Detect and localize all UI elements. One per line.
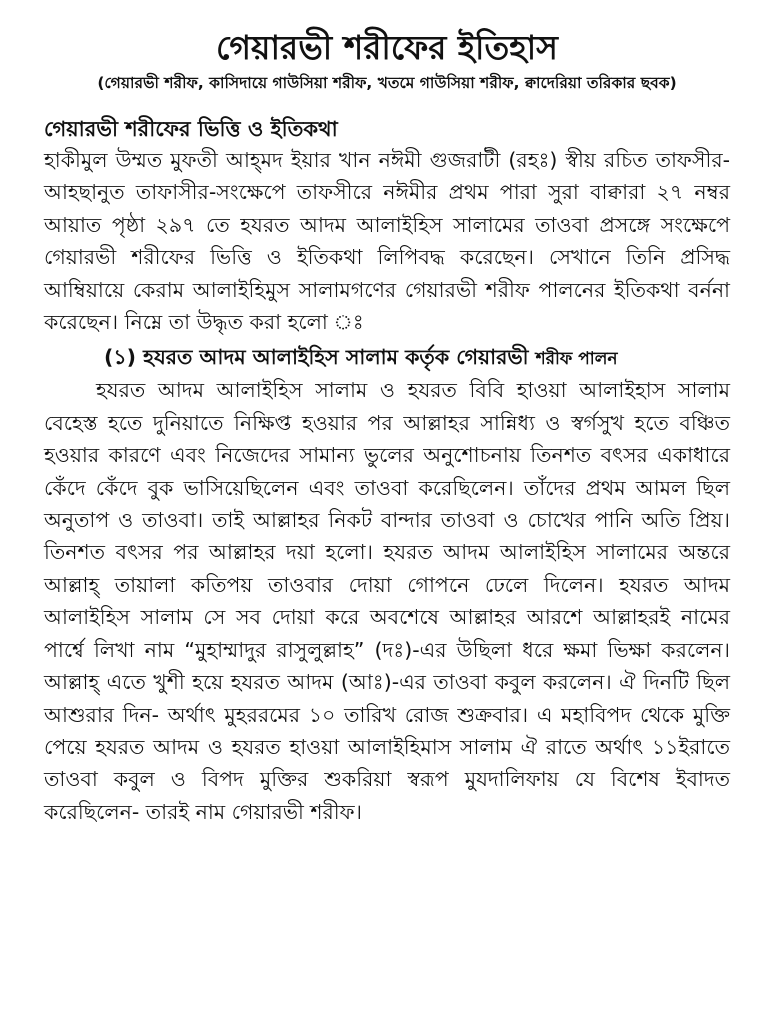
page-subtitle: (গেয়ারভী শরীফ, কাসিদায়ে গাউসিয়া শরীফ, খতমে গাউসিয়া শরীফ, ক্বাদেরিয়া তরিকার ছবক) — [97, 74, 677, 92]
page-title: গেয়ারভী শরীফের ইতিহাস — [216, 28, 558, 67]
section-1-title-main: (১) হযরত আদম আলাইহিস সালাম কর্তৃক গেয়ারভী — [104, 345, 529, 370]
body-paragraph: হযরত আদম আলাইহিস সালাম ও হযরত বিবি হাওয়া আলাইহাস সালাম বেহেস্ত হতে দুনিয়াতে নিক্ষিপ্ত হওয়ার পর আল্লাহর সান্নিধ্য ও স্বর্গসুখ হতে বঞ্চিত হওয়ার কারণে এবং নিজেদের সামান্য ভুলের অনুশোচনায় তিনশত বৎসর একাধারে কেঁদে কেঁদে বুক ভাসিয়েছিলেন এবং তাওবা করেছিলেন। তাঁদের প্রথম আমল ছিল অনুতাপ ও তাওবা। তাই আল্লাহর নিকট বান্দার তাওবা ও চোখের পানি অতি প্রিয়। তিনশত বৎসর পর আল্লাহর দয়া হলো। হযরত আদম আলাইহিস সালামের অন্তরে আল্লাহ্ তায়ালা কতিপয় তাওবার দোয়া গোপনে ঢেলে দিলেন। হযরত আদম আলাইহিস সালাম সে সব দোয়া করে অবশেষে আল্লাহর আরশে আল্লাহরই নামের পার্শ্বে লিখা নাম “মুহাম্মাদুর রাসুলুল্লাহ” (দঃ)-এর উছিলা ধরে ক্ষমা ভিক্ষা করলেন। আল্লাহ্ এতে খুশী হয়ে হযরত আদম (আঃ)-এর তাওবা কবুল করলেন। ঐ দিনটি ছিল আশুরার দিন- অর্থাৎ মুহররমের ১০ তারিখ রোজ শুক্রবার। এ মহাবিপদ থেকে মুক্তি পেয়ে হযরত আদম ও হযরত হাওয়া আলাইহিমাস সালাম ঐ রাতে অর্থাৎ ১১ইরাতে তাওবা কবুল ও বিপদ মুক্তির শুকরিয়া স্বরূপ মুযদালিফায় যে বিশেষ ইবাদত করেছিলেন- তারই নাম গেয়ারভী শরীফ। — [44, 378, 730, 824]
section-heading: গেয়ারভী শরীফের ভিত্তি ও ইতিকথা — [44, 117, 338, 141]
intro-paragraph: হাকীমুল উম্মত মুফতী আহ্‌মদ ইয়ার খান নঈমী গুজরাটী (রহঃ) স্বীয় রচিত তাফসীর- আহছানুত তাফাসীর-সংক্ষেপে তাফসীরে নঈমীর প্রথম পারা সুরা বাক্বারা ২৭ নম্বর আয়াত পৃষ্ঠা ২৯৭ তে হযরত আদম আলাইহিস সালামের তাওবা প্রসঙ্গে সংক্ষেপে গেয়ারভী শরীফের ভিত্তি ও ইতিকথা লিপিবদ্ধ করেছেন। সেখানে তিনি প্রসিদ্ধ আম্বিয়ায়ে কেরাম আলাইহিমুস সালামগণের গেয়ারভী শরীফ পালনের ইতিকথা বর্ননা করেছেন। নিম্নে তা উদ্ধৃত করা হলো ঃ — [44, 148, 730, 335]
section-1-title — [44, 342, 730, 374]
section-1-title-tail: শরীফ পালন — [535, 349, 618, 370]
